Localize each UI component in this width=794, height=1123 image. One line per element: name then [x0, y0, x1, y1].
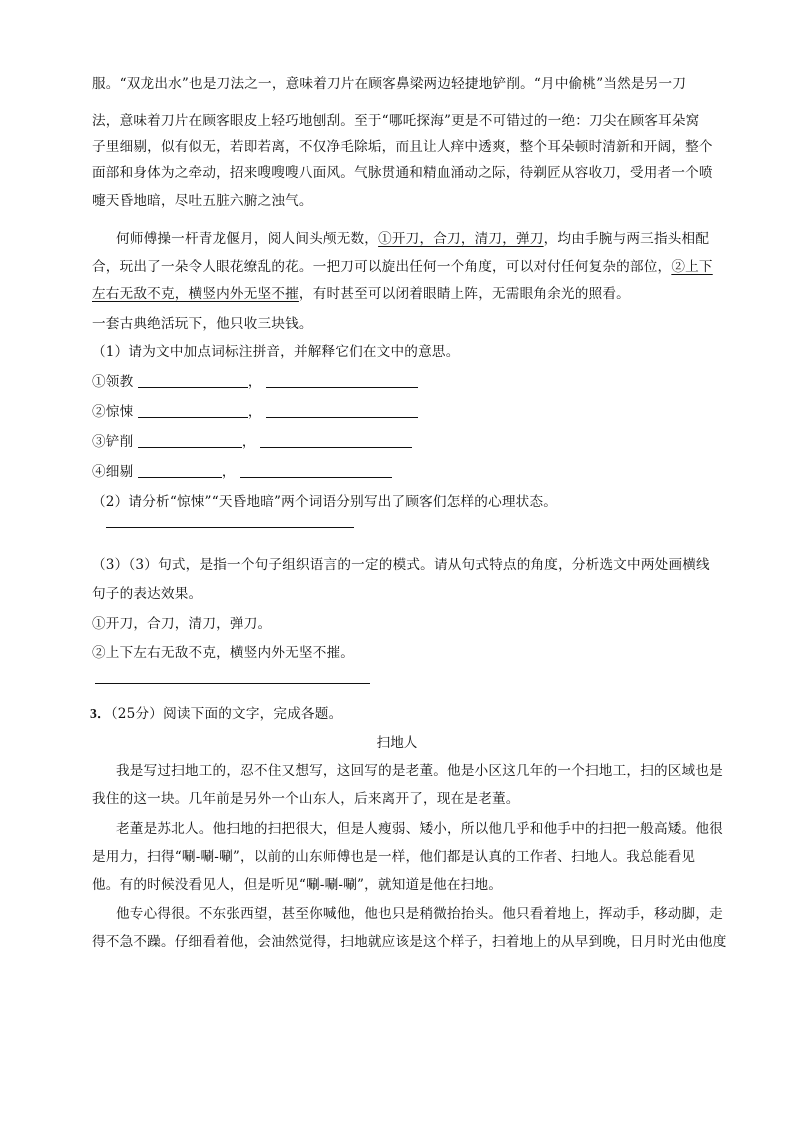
passage-text: ，有时甚至可以闭着眼睛上阵，无需眼角余光的照看。	[298, 286, 630, 302]
article-line: 他。有的时候没看见人，但是听见“唰-唰-唰”，就知道是他在扫地。	[92, 877, 503, 893]
meaning-answer-blank[interactable]	[240, 463, 392, 478]
answer-line-q2[interactable]	[106, 527, 354, 528]
separator: ，	[221, 464, 236, 480]
pinyin-answer-blank[interactable]	[138, 463, 222, 478]
article-line: 老董是苏北人。他扫地的扫把很大，但是人瘦弱、矮小，所以他几乎和他手中的扫把一般高矮。他很	[116, 821, 723, 837]
vocab-word: ③铲削	[92, 434, 134, 450]
article-line: 他专心得很。不东张西望，甚至你喊他，他也只是稍微抬抬头。他只看着地上，挥动手，移动脚，走	[116, 906, 723, 922]
article-title: 扫地人	[376, 735, 418, 751]
article-line: 我住的这一块。几年前是另外一个山东人，后来离开了，现在是老董。	[92, 791, 520, 807]
question-3-cont: 句子的表达效果。	[92, 586, 203, 602]
sentence-1: ①开刀，合刀，清刀，弹刀。	[92, 616, 272, 632]
vocab-word: ④细剔	[92, 464, 134, 480]
passage-line: 法，意味着刀片在顾客眼皮上轻巧地刨刮。至于“哪吒探海”更是不可错过的一绝：刀尖在顾客耳朵窝	[92, 113, 700, 129]
vocab-item-2	[92, 402, 722, 422]
sentence-2: ②上下左右无敌不克，横竖内外无坚不摧。	[92, 645, 355, 661]
passage-line: 子里细剔，似有似无，若即若离，不仅净毛除垢，而且让人痒中透爽，整个耳朵顿时清新和开阔，整个	[92, 139, 713, 155]
section-number: 3．	[90, 706, 111, 721]
question-1: （1）请为文中加点词标注拼音，并解释它们在文中的意思。	[92, 344, 460, 360]
pinyin-answer-blank[interactable]	[138, 433, 242, 448]
underlined-sentence-2: ②上下	[671, 259, 713, 275]
passage-line: 一套古典绝活玩下，他只收三块钱。	[92, 316, 313, 332]
meaning-answer-blank[interactable]	[266, 373, 418, 388]
underlined-sentence-1: ①开刀，合刀，清刀，弹刀	[378, 231, 544, 247]
separator: ，	[247, 374, 262, 390]
passage-line	[116, 229, 722, 249]
section-intro: （25分）阅读下面的文字，完成各题。	[110, 706, 343, 722]
vocab-word: ②惊悚	[92, 404, 134, 420]
article-line: 我是写过扫地工的，忍不住又想写，这回写的是老董。他是小区这几年的一个扫地工，扫的区域也是	[116, 763, 723, 779]
meaning-answer-blank[interactable]	[266, 403, 418, 418]
question-3: （3）（3）句式，是指一个句子组织语言的一定的模式。请从句式特点的角度，分析选文中两处画横线	[92, 557, 710, 573]
passage-line: 面部和身体为之牵动，招来嗖嗖嗖八面风。气脉贯通和精血涌动之际，待剃匠从容收刀，受用者一个喷	[92, 165, 713, 181]
section-3-heading	[90, 704, 720, 724]
passage-text: 何师傅操一杆青龙偃月，阅人间头颅无数，	[116, 231, 379, 247]
question-2: （2）请分析“惊悚”“天昏地暗”两个词语分别写出了顾客们怎样的心理状态。	[92, 494, 558, 510]
underlined-sentence-2-cont: 左右无敌不克，横竖内外无坚不摧	[92, 286, 299, 302]
vocab-item-4	[92, 462, 722, 482]
article-line: 得不急不躁。仔细看着他，会油然觉得，扫地就应该是这个样子，扫着地上的从早到晚，日月时光由他度	[92, 934, 727, 950]
passage-line	[92, 257, 722, 277]
passage-line: 服。“双龙出水”也是刀法之一，意味着刀片在顾客鼻梁两边轻捷地铲削。“月中偷桃”当然是另一刀	[92, 76, 687, 92]
pinyin-answer-blank[interactable]	[138, 373, 248, 388]
separator: ，	[247, 404, 262, 420]
passage-line	[92, 284, 722, 304]
vocab-item-1	[92, 372, 722, 392]
vocab-item-3	[92, 432, 722, 452]
separator: ，	[241, 434, 256, 450]
passage-line: 嚏天昏地暗，尽吐五脏六腑之浊气。	[92, 193, 313, 209]
meaning-answer-blank[interactable]	[260, 433, 412, 448]
vocab-word: ①领教	[92, 374, 134, 390]
passage-text: 合，玩出了一朵令人眼花缭乱的花。一把刀可以旋出任何一个角度，可以对付任何复杂的部位，	[92, 259, 672, 275]
article-line: 是用力，扫得“唰-唰-唰”，以前的山东师傅也是一样，他们都是认真的工作者、扫地人。我总能看见	[92, 849, 696, 865]
answer-line-q3[interactable]	[95, 683, 370, 684]
passage-text: ，均由手腕与两三指头相配	[543, 231, 710, 247]
pinyin-answer-blank[interactable]	[138, 403, 248, 418]
